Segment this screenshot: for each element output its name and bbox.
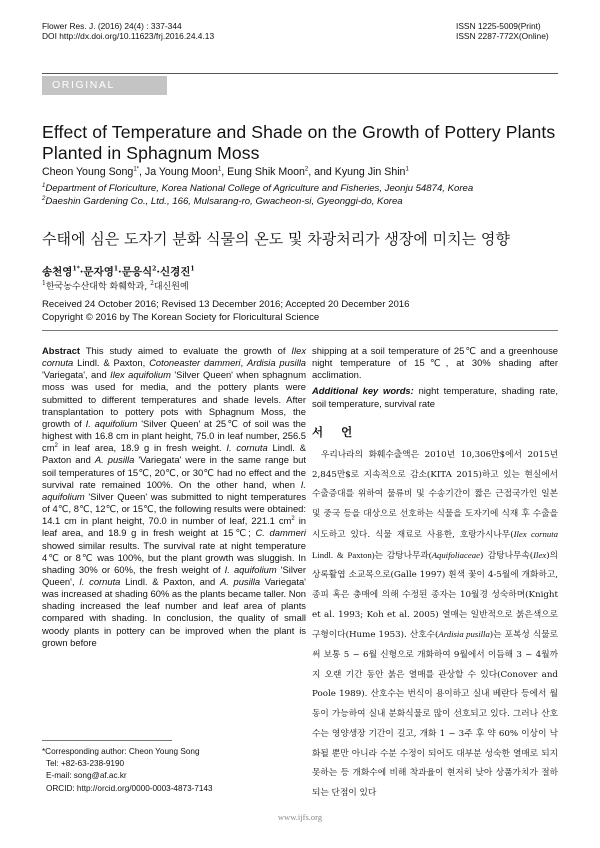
- author-name: Kyung Jin Shin: [334, 166, 406, 178]
- abstract-text: in leaf area, and 18.9 g in fresh weight at 15℃;: [42, 515, 307, 539]
- keywords-label: Additional key words:: [312, 385, 414, 397]
- author-name: Ja Young Moon: [144, 166, 218, 178]
- author-name: Cheon Young Song: [42, 166, 134, 178]
- abstract-text: Variegata' was increased at shading 60% as the plants became taller. Non shading increased the leaf number and leaf area of plants compared with shading. In conclusion, the quality of small woody plants in pottery can be improved when the plant is grown before: [42, 575, 306, 648]
- article-dates: [42, 298, 409, 324]
- intro-text: 우리나라의 화훼수출액은 2010년 10,306만$에서 2015년 2,845만$로 지속적으로 감소(KITA 2015)하고 있는 현실에서 수출증대를 위하여 물류비 및 수송기간이 짧은 근접국가인 일본 및 중국 등을 대상으로 선호하는 식물을 도자기에 식재 후 수출을 시도하고 있다. 식물 재료로 사용한, 호랑가시나무(: [312, 450, 558, 540]
- author-name: Eung Shik Moon: [227, 166, 305, 178]
- species-name: Aquifoliaceae: [431, 549, 480, 560]
- species-name: Cotoneaster dammeri: [149, 357, 241, 369]
- email-link[interactable]: E-mail: song@af.ac.kr: [46, 771, 127, 781]
- abstract-text: ,: [240, 357, 244, 369]
- journal-citation: Flower Res. J. (2016) 24(4) : 337-344: [42, 21, 182, 31]
- korean-author-name: 송천영: [42, 266, 73, 278]
- affiliation-marker: 1: [42, 182, 46, 189]
- article-type-badge: ORIGINAL ARTICLE: [42, 76, 167, 95]
- affiliation-marker: 2: [150, 280, 154, 287]
- header-divider: [42, 73, 558, 74]
- korean-title: 수태에 심은 도자기 분화 식물의 온도 및 차광처리가 생장에 미치는 영향: [42, 230, 510, 248]
- korean-author-name: 문응식: [121, 266, 153, 278]
- author-list: Cheon Young Song$^{1*}$, Ja Young Moon$^1$, Eung Shik Moon$^2$, and Kyung Jin Shin$^1$: [42, 166, 409, 178]
- author-marker: 1*: [72, 265, 80, 273]
- abstract-continuation: [312, 345, 558, 410]
- doi-link[interactable]: DOI http://dx.doi.org/10.11623/frj.2016.24.4.13: [42, 31, 215, 41]
- affiliation-text: Department of Floriculture, Korea National College of Agriculture and Fisheries, Jeonju 54874, Korea: [45, 183, 474, 194]
- affiliation-text: Daeshin Gardening Co., Ltd., 166, Mulsarang-ro, Gwacheon-si, Gyeonggi-do, Korea: [45, 196, 403, 207]
- species-name: I. aquifolium: [224, 563, 277, 575]
- korean-author-list: 송천영$^{1*}$·문자영$^1$·문응식$^2$·신경진$^1$: [42, 265, 195, 278]
- section-heading-introduction: 서 언: [312, 425, 360, 439]
- keywords: [312, 385, 558, 409]
- author-marker: 1: [113, 265, 119, 273]
- species-name: I. cornuta: [79, 575, 121, 587]
- abstract-text: 'Variegata', and: [42, 369, 107, 381]
- superscript: 2: [291, 516, 295, 523]
- journal-header-left: [42, 21, 214, 41]
- affiliation-2: [42, 196, 403, 207]
- species-name: Ilex cornuta: [513, 528, 558, 539]
- corresponding-author-footnote: [42, 746, 213, 795]
- species-name: Ilex aquifolium: [110, 369, 171, 381]
- abstract-text: This study aimed to evaluate the growth of: [85, 345, 286, 356]
- author-marker: 2: [304, 166, 309, 173]
- superscript: 2: [54, 443, 58, 450]
- introduction-body: [312, 446, 558, 804]
- intro-text: )의 상록활엽 소교목으로(Galle 1997) 흰색 꽃이 4-5월에 개화하고, 종피 혹은 충매에 의해 수정된 종자는 10월경 성숙하며(Knight et al. 1993; Koh et al. 2005) 열매는 일반적으로 붉은색으로 구형이다(Hume 1953). 산호수(: [312, 550, 558, 641]
- affiliation-1: [42, 183, 473, 194]
- korean-author-name: 신경진: [159, 266, 191, 278]
- species-name: Ilex cornuta: [42, 345, 307, 369]
- species-name: C. dammeri: [255, 527, 306, 539]
- author-marker: 1*: [133, 166, 139, 173]
- footnote-divider: [42, 740, 172, 741]
- footer-url[interactable]: www.ijfs.org: [277, 812, 323, 822]
- korean-affiliations: [42, 279, 189, 292]
- abstract-text: showed similar results. The survival rate at night temperature 4℃ or 8℃ was 100%, but the plant growth was sluggish. In shading 30% or 60%, the fresh weight of: [42, 539, 306, 575]
- section-divider: [42, 330, 558, 331]
- intro-text: Lindl. & Paxton)는 감탕나무과(: [312, 549, 432, 560]
- author-marker: 2: [152, 265, 157, 273]
- issn-online: ISSN 2287-772X(Online): [456, 31, 549, 41]
- species-name: I. aquifolium: [85, 417, 138, 429]
- species-name: Ardisia pusilla: [246, 357, 307, 369]
- abstract-text: 'Silver Queen',: [42, 563, 306, 587]
- affiliation-marker: 2: [42, 195, 46, 202]
- affiliation-marker: 1: [42, 280, 46, 287]
- species-name: I. aquifolium: [42, 478, 306, 502]
- abstract-text: Lindl. & Paxton,: [77, 357, 146, 369]
- intro-text: )는 포복성 식물로써 보통 5 ~ 6월 신형으로 개화하여 9월에서 이듬해 3 ~ 4월까지 오랜 기간 동안 붉은 열매를 관상할 수 있다(Conover and Poole 1989). 산호수는 번식이 용이하고 실내 베란다 등에서 월동이 가능하여 실내 분화식물로 많이 선호되고 있다. 그러나 산호수는 영양생장 기간이 길고, 개화 1 ~ 3주 후 약 60% 이상이 낙화될 뿐만 아니라 수분 수정이 되어도 대부분 성숙한 열매로 되지 못하는 등 개화수에 비해 착과율이 현저히 낮아 상품가치가 절하되는 단점이 있다: [312, 630, 559, 798]
- species-name: Ardisia pusilla: [438, 629, 490, 640]
- keywords-text: night temperature, shading rate, soil temperature, survival rate: [312, 385, 558, 409]
- copyright-line: Copyright © 2016 by The Korean Society for Floricultural Science: [42, 312, 320, 323]
- article-title: Effect of Temperature and Shade on the Growth of Pottery Plants Planted in Sphagnum Moss: [42, 122, 556, 163]
- author-marker: 1: [190, 265, 195, 273]
- corresponding-author: *Corresponding author: Cheon Young Song: [42, 747, 200, 756]
- abstract-text: shipping at a soil temperature of 25℃ and a greenhouse night temperature of 15℃, at 30% shading after acclimation.: [312, 345, 558, 381]
- abstract-body: [42, 345, 306, 649]
- abstract-text: 'Variegata' were in the same range but soil temperatures of 15℃, 20℃, or 30℃ had no effect and the survival rate remained 100%. On the other hand, when: [42, 454, 306, 490]
- abstract-text: in leaf area, 18.9 g in fresh weight.: [62, 442, 222, 454]
- author-marker: 1: [405, 166, 409, 173]
- korean-affiliation-text: 한국농수산대학 화훼학과,: [45, 282, 148, 292]
- abstract-text: Lindl. & Paxton, and: [125, 575, 216, 587]
- intro-text: ) 감탕나무속(: [479, 550, 534, 561]
- abstract-text: 'Silver Queen' at 25℃ of soil was the highest with 16.8 cm in plant height, 75.0 in leaf number, 256.5 cm: [42, 417, 307, 454]
- korean-author-name: 문자영: [83, 266, 114, 278]
- issn-print: ISSN 1225-5009(Print): [456, 21, 541, 31]
- phone-number: Tel: +82-63-238-9190: [46, 759, 125, 769]
- orcid-link[interactable]: ORCID: http://orcid.org/0000-0003-4873-7143: [46, 783, 213, 793]
- species-name: I. cornuta: [226, 442, 268, 454]
- received-dates: Received 24 October 2016; Revised 13 December 2016; Accepted 20 December 2016: [42, 299, 410, 310]
- abstract-text: 'Silver Queen' when sphagnum moss was used for media, and the pottery plants were submitted to different temperatures and shade levels. After transplantation to pottery pots with Sphagnum Moss, the growth of: [42, 369, 306, 429]
- species-name: Ilex: [533, 549, 547, 560]
- abstract-text: 'Silver Queen' was submitted to night temperatures of 4℃, 8℃, 12℃, or 15℃, the following results were obtained: 14.1 cm in plant height, 70.0 in number of leaf, 221.1 cm: [42, 490, 307, 527]
- author-marker: 1: [217, 166, 222, 173]
- abstract-label: Abstract: [42, 345, 81, 356]
- species-name: A. pusilla: [94, 454, 135, 466]
- journal-header-right: [456, 21, 549, 41]
- korean-affiliation-text: 대신원예: [153, 282, 189, 292]
- species-name: A. pusilla: [219, 575, 261, 587]
- abstract-text: Lindl. & Paxton and: [42, 442, 306, 466]
